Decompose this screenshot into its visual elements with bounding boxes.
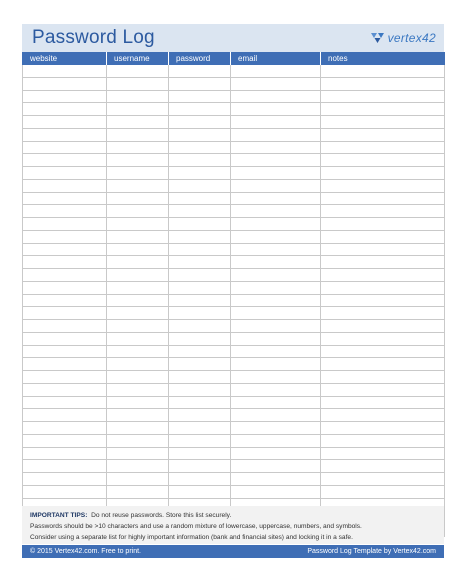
cell-password[interactable]	[169, 205, 231, 218]
cell-username[interactable]	[107, 167, 169, 180]
column-header-username: username	[107, 52, 169, 65]
cell-email[interactable]	[231, 256, 321, 269]
table-row	[23, 179, 445, 192]
table-row	[23, 243, 445, 256]
table-row	[23, 230, 445, 243]
cell-notes[interactable]	[321, 167, 445, 180]
tips-line-2: Passwords should be >10 characters and use a random mixture of lowercase, uppercase, numbers, and symbols.	[30, 523, 362, 530]
cell-email[interactable]	[231, 320, 321, 333]
cell-notes[interactable]	[321, 332, 445, 345]
cell-email[interactable]	[231, 192, 321, 205]
cell-website[interactable]	[23, 116, 107, 129]
cell-username[interactable]	[107, 371, 169, 384]
cell-email[interactable]	[231, 230, 321, 243]
cell-website[interactable]	[23, 205, 107, 218]
cell-notes[interactable]	[321, 243, 445, 256]
cell-password[interactable]	[169, 269, 231, 282]
cell-website[interactable]	[23, 345, 107, 358]
cell-email[interactable]	[231, 460, 321, 473]
table-row	[23, 77, 445, 90]
cell-username[interactable]	[107, 422, 169, 435]
cell-website[interactable]	[23, 383, 107, 396]
cell-email[interactable]	[231, 358, 321, 371]
table-row	[23, 447, 445, 460]
vertex-logo-icon	[370, 30, 385, 45]
table-header-row	[23, 52, 445, 65]
cell-email[interactable]	[231, 485, 321, 498]
cell-password[interactable]	[169, 473, 231, 486]
table-row	[23, 281, 445, 294]
cell-email[interactable]	[231, 307, 321, 320]
table-row	[23, 103, 445, 116]
cell-notes[interactable]	[321, 447, 445, 460]
cell-website[interactable]	[23, 103, 107, 116]
cell-password[interactable]	[169, 434, 231, 447]
cell-email[interactable]	[231, 77, 321, 90]
cell-website[interactable]	[23, 422, 107, 435]
cell-notes[interactable]	[321, 154, 445, 167]
cell-password[interactable]	[169, 345, 231, 358]
cell-password[interactable]	[169, 447, 231, 460]
table-row	[23, 205, 445, 218]
cell-password[interactable]	[169, 218, 231, 231]
column-header-notes: notes	[321, 52, 445, 65]
cell-password[interactable]	[169, 281, 231, 294]
table-row	[23, 154, 445, 167]
table-row	[23, 128, 445, 141]
cell-notes[interactable]	[321, 345, 445, 358]
table-row	[23, 116, 445, 129]
cell-password[interactable]	[169, 332, 231, 345]
table-row	[23, 371, 445, 384]
cell-password[interactable]	[169, 77, 231, 90]
cell-notes[interactable]	[321, 65, 445, 77]
cell-email[interactable]	[231, 345, 321, 358]
cell-username[interactable]	[107, 243, 169, 256]
table-row	[23, 383, 445, 396]
cell-website[interactable]	[23, 179, 107, 192]
important-tips	[22, 506, 444, 544]
table-row	[23, 307, 445, 320]
cell-username[interactable]	[107, 65, 169, 77]
cell-password[interactable]	[169, 383, 231, 396]
cell-notes[interactable]	[321, 218, 445, 231]
cell-notes[interactable]	[321, 269, 445, 282]
cell-website[interactable]	[23, 358, 107, 371]
cell-notes[interactable]	[321, 371, 445, 384]
cell-email[interactable]	[231, 128, 321, 141]
cell-email[interactable]	[231, 90, 321, 103]
cell-email[interactable]	[231, 205, 321, 218]
cell-notes[interactable]	[321, 434, 445, 447]
cell-email[interactable]	[231, 269, 321, 282]
page-title: Password Log	[32, 27, 155, 48]
cell-notes[interactable]	[321, 358, 445, 371]
cell-email[interactable]	[231, 103, 321, 116]
cell-email[interactable]	[231, 243, 321, 256]
cell-website[interactable]	[23, 218, 107, 231]
table-row	[23, 460, 445, 473]
cell-username[interactable]	[107, 90, 169, 103]
cell-website[interactable]	[23, 460, 107, 473]
vertex42-logo	[370, 30, 436, 45]
column-header-email: email	[231, 52, 321, 65]
table-row	[23, 90, 445, 103]
cell-email[interactable]	[231, 473, 321, 486]
cell-email[interactable]	[231, 294, 321, 307]
cell-website[interactable]	[23, 473, 107, 486]
cell-password[interactable]	[169, 65, 231, 77]
table-row	[23, 218, 445, 231]
cell-notes[interactable]	[321, 294, 445, 307]
cell-notes[interactable]	[321, 179, 445, 192]
table-row	[23, 141, 445, 154]
table-row	[23, 269, 445, 282]
cell-website[interactable]	[23, 65, 107, 77]
cell-password[interactable]	[169, 320, 231, 333]
cell-username[interactable]	[107, 179, 169, 192]
cell-password[interactable]	[169, 422, 231, 435]
cell-notes[interactable]	[321, 128, 445, 141]
cell-website[interactable]	[23, 90, 107, 103]
cell-notes[interactable]	[321, 396, 445, 409]
cell-website[interactable]	[23, 243, 107, 256]
cell-notes[interactable]	[321, 409, 445, 422]
cell-website[interactable]	[23, 409, 107, 422]
table-row	[23, 320, 445, 333]
cell-username[interactable]	[107, 447, 169, 460]
cell-password[interactable]	[169, 460, 231, 473]
cell-notes[interactable]	[321, 192, 445, 205]
cell-password[interactable]	[169, 409, 231, 422]
cell-password[interactable]	[169, 307, 231, 320]
cell-username[interactable]	[107, 396, 169, 409]
cell-website[interactable]	[23, 256, 107, 269]
cell-website[interactable]	[23, 192, 107, 205]
cell-website[interactable]	[23, 434, 107, 447]
cell-website[interactable]	[23, 269, 107, 282]
table-row	[23, 256, 445, 269]
cell-notes[interactable]	[321, 230, 445, 243]
cell-email[interactable]	[231, 383, 321, 396]
title-bar	[22, 24, 444, 52]
cell-username[interactable]	[107, 205, 169, 218]
cell-website[interactable]	[23, 396, 107, 409]
cell-email[interactable]	[231, 65, 321, 77]
cell-email[interactable]	[231, 422, 321, 435]
footer-copyright: © 2015 Vertex42.com. Free to print.	[30, 548, 141, 555]
table-row	[23, 294, 445, 307]
cell-username[interactable]	[107, 307, 169, 320]
cell-username[interactable]	[107, 269, 169, 282]
cell-website[interactable]	[23, 307, 107, 320]
logo-text: vertex42	[387, 30, 436, 45]
table-row	[23, 358, 445, 371]
cell-username[interactable]	[107, 485, 169, 498]
cell-username[interactable]	[107, 77, 169, 90]
cell-username[interactable]	[107, 192, 169, 205]
cell-username[interactable]	[107, 332, 169, 345]
cell-password[interactable]	[169, 358, 231, 371]
cell-email[interactable]	[231, 179, 321, 192]
cell-notes[interactable]	[321, 90, 445, 103]
cell-email[interactable]	[231, 447, 321, 460]
cell-website[interactable]	[23, 128, 107, 141]
cell-website[interactable]	[23, 77, 107, 90]
cell-notes[interactable]	[321, 205, 445, 218]
cell-username[interactable]	[107, 116, 169, 129]
cell-username[interactable]	[107, 409, 169, 422]
cell-username[interactable]	[107, 154, 169, 167]
cell-email[interactable]	[231, 167, 321, 180]
tips-line-3: Consider using a separate list for highly important information (bank and financial sites) and locking it in a safe.	[30, 534, 353, 541]
table-row	[23, 409, 445, 422]
cell-notes[interactable]	[321, 460, 445, 473]
cell-notes[interactable]	[321, 103, 445, 116]
cell-email[interactable]	[231, 218, 321, 231]
cell-email[interactable]	[231, 281, 321, 294]
cell-password[interactable]	[169, 192, 231, 205]
table-row	[23, 396, 445, 409]
cell-password[interactable]	[169, 167, 231, 180]
cell-email[interactable]	[231, 154, 321, 167]
cell-email[interactable]	[231, 396, 321, 409]
cell-website[interactable]	[23, 294, 107, 307]
table-row	[23, 332, 445, 345]
cell-notes[interactable]	[321, 116, 445, 129]
footer-template-credit: Password Log Template by Vertex42.com	[307, 548, 436, 555]
cell-email[interactable]	[231, 116, 321, 129]
cell-notes[interactable]	[321, 281, 445, 294]
cell-username[interactable]	[107, 230, 169, 243]
cell-website[interactable]	[23, 371, 107, 384]
cell-username[interactable]	[107, 320, 169, 333]
cell-email[interactable]	[231, 141, 321, 154]
cell-password[interactable]	[169, 154, 231, 167]
cell-username[interactable]	[107, 434, 169, 447]
cell-password[interactable]	[169, 116, 231, 129]
cell-website[interactable]	[23, 230, 107, 243]
cell-username[interactable]	[107, 294, 169, 307]
cell-website[interactable]	[23, 281, 107, 294]
cell-password[interactable]	[169, 128, 231, 141]
cell-email[interactable]	[231, 371, 321, 384]
cell-notes[interactable]	[321, 422, 445, 435]
cell-notes[interactable]	[321, 141, 445, 154]
cell-password[interactable]	[169, 396, 231, 409]
cell-username[interactable]	[107, 281, 169, 294]
cell-notes[interactable]	[321, 77, 445, 90]
cell-password[interactable]	[169, 90, 231, 103]
cell-password[interactable]	[169, 230, 231, 243]
cell-email[interactable]	[231, 332, 321, 345]
cell-notes[interactable]	[321, 307, 445, 320]
cell-website[interactable]	[23, 154, 107, 167]
cell-username[interactable]	[107, 128, 169, 141]
cell-email[interactable]	[231, 409, 321, 422]
table-row	[23, 434, 445, 447]
cell-username[interactable]	[107, 383, 169, 396]
cell-website[interactable]	[23, 332, 107, 345]
column-header-website: website	[23, 52, 107, 65]
column-header-password: password	[169, 52, 231, 65]
cell-notes[interactable]	[321, 383, 445, 396]
cell-username[interactable]	[107, 473, 169, 486]
cell-password[interactable]	[169, 103, 231, 116]
table-row	[23, 167, 445, 180]
table-row	[23, 65, 445, 77]
table-row	[23, 422, 445, 435]
table-row	[23, 345, 445, 358]
cell-website[interactable]	[23, 485, 107, 498]
cell-username[interactable]	[107, 103, 169, 116]
cell-website[interactable]	[23, 447, 107, 460]
table-row	[23, 192, 445, 205]
cell-username[interactable]	[107, 358, 169, 371]
cell-notes[interactable]	[321, 485, 445, 498]
cell-email[interactable]	[231, 434, 321, 447]
table-row	[23, 473, 445, 486]
tips-text-1: Do not reuse passwords. Store this list securely.	[91, 512, 232, 519]
cell-website[interactable]	[23, 320, 107, 333]
tips-line-1	[30, 510, 444, 521]
cell-password[interactable]	[169, 141, 231, 154]
cell-notes[interactable]	[321, 320, 445, 333]
password-log-sheet	[22, 24, 444, 537]
footer-bar	[22, 545, 444, 558]
table-row	[23, 485, 445, 498]
tips-label: IMPORTANT TIPS:	[30, 512, 88, 519]
cell-website[interactable]	[23, 167, 107, 180]
cell-username[interactable]	[107, 345, 169, 358]
cell-username[interactable]	[107, 141, 169, 154]
cell-password[interactable]	[169, 294, 231, 307]
password-table	[22, 52, 445, 537]
cell-notes[interactable]	[321, 473, 445, 486]
cell-password[interactable]	[169, 371, 231, 384]
cell-notes[interactable]	[321, 256, 445, 269]
cell-username[interactable]	[107, 256, 169, 269]
cell-website[interactable]	[23, 141, 107, 154]
table-body	[23, 65, 445, 536]
cell-password[interactable]	[169, 243, 231, 256]
cell-password[interactable]	[169, 485, 231, 498]
cell-password[interactable]	[169, 256, 231, 269]
cell-username[interactable]	[107, 218, 169, 231]
cell-password[interactable]	[169, 179, 231, 192]
cell-username[interactable]	[107, 460, 169, 473]
